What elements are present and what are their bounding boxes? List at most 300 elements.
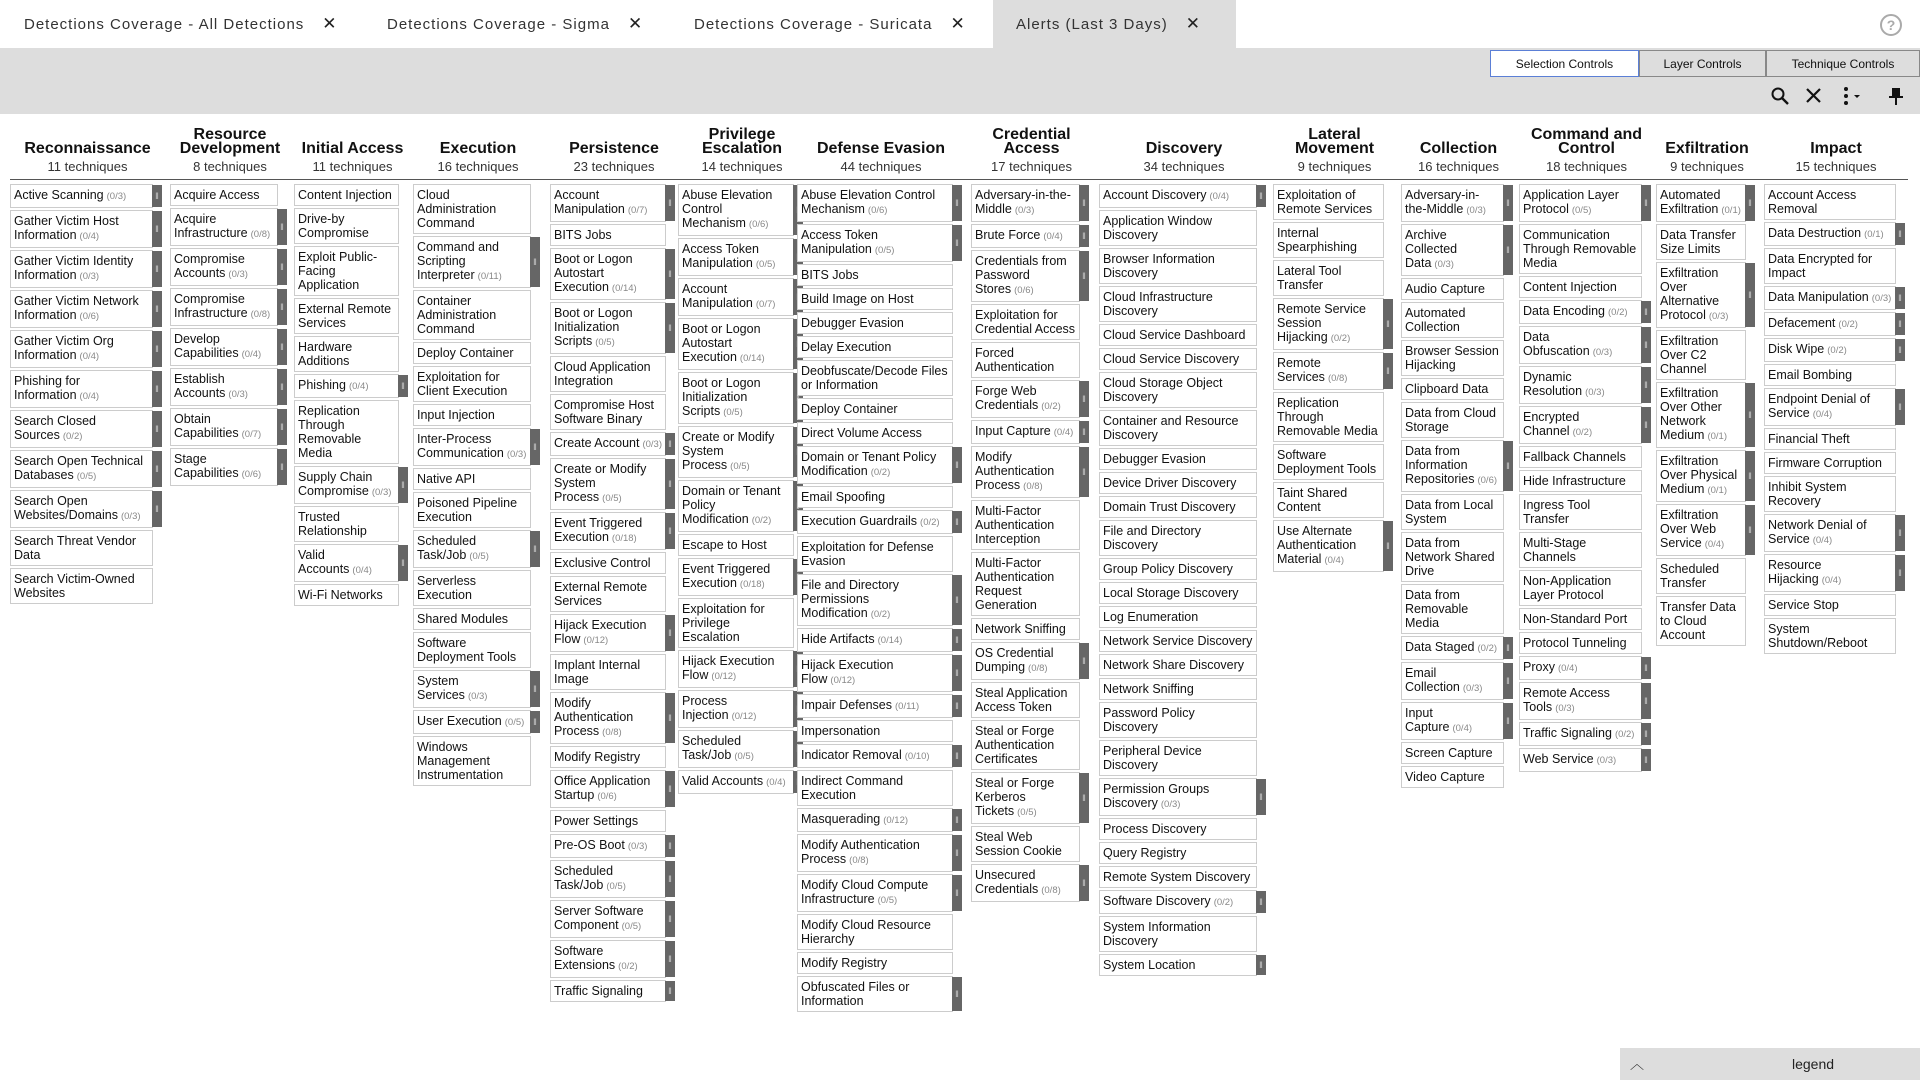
technique-cell[interactable] xyxy=(678,558,794,596)
expand-subtechniques-handle[interactable]: ‖ xyxy=(530,237,540,287)
technique-cell[interactable] xyxy=(1401,402,1504,438)
technique-cell[interactable] xyxy=(797,654,959,692)
technique-cell[interactable] xyxy=(1519,406,1648,444)
technique-cell[interactable] xyxy=(1764,428,1896,450)
expand-subtechniques-handle[interactable]: ‖ xyxy=(1745,383,1755,447)
technique-cell[interactable] xyxy=(971,826,1080,862)
technique-cell[interactable] xyxy=(1401,224,1510,276)
expand-subtechniques-handle[interactable]: ‖ xyxy=(1079,251,1089,301)
technique-cell[interactable] xyxy=(797,628,959,652)
technique-cell[interactable] xyxy=(550,980,672,1002)
technique-cell[interactable] xyxy=(678,426,794,478)
expand-subtechniques-handle[interactable]: ‖ xyxy=(152,491,162,527)
technique-cell[interactable] xyxy=(413,710,537,734)
expand-subtechniques-handle[interactable]: ‖ xyxy=(1641,301,1651,323)
technique-cell[interactable] xyxy=(1401,340,1504,376)
expand-subtechniques-handle[interactable]: ‖ xyxy=(1641,723,1651,745)
technique-cell[interactable] xyxy=(550,576,666,612)
technique-cell[interactable] xyxy=(1519,570,1642,606)
technique-cell[interactable] xyxy=(971,446,1086,498)
technique-cell[interactable] xyxy=(797,744,959,768)
technique-cell[interactable] xyxy=(413,570,531,606)
technique-cell[interactable] xyxy=(294,506,399,542)
technique-cell[interactable] xyxy=(413,736,531,786)
expand-subtechniques-handle[interactable]: ‖ xyxy=(1256,891,1266,913)
selection-controls-tab[interactable]: Selection Controls xyxy=(1490,50,1639,77)
close-icon[interactable]: ✕ xyxy=(950,14,966,33)
expand-subtechniques-handle[interactable]: ‖ xyxy=(1503,225,1513,275)
technique-cell[interactable] xyxy=(1519,682,1648,720)
technique-cell[interactable] xyxy=(1656,558,1746,594)
technique-cell[interactable] xyxy=(1273,184,1384,220)
technique-cell[interactable] xyxy=(797,486,953,508)
expand-subtechniques-handle[interactable]: ‖ xyxy=(1895,223,1905,245)
expand-subtechniques-handle[interactable]: ‖ xyxy=(1641,683,1651,719)
tab-all-detections[interactable] xyxy=(10,0,350,48)
technique-cell[interactable] xyxy=(971,184,1086,222)
technique-cell[interactable] xyxy=(1519,722,1648,746)
technique-cell[interactable] xyxy=(170,208,284,246)
technique-cell[interactable] xyxy=(1764,364,1896,386)
technique-cell[interactable] xyxy=(1273,444,1384,480)
technique-cell[interactable] xyxy=(971,304,1080,340)
technique-cell[interactable] xyxy=(294,544,405,582)
expand-subtechniques-handle[interactable]: ‖ xyxy=(1641,367,1651,403)
tactic-header[interactable] xyxy=(550,120,678,176)
technique-cell[interactable] xyxy=(550,654,666,690)
technique-cell[interactable] xyxy=(971,420,1086,444)
technique-cell[interactable] xyxy=(797,914,953,950)
technique-cell[interactable] xyxy=(971,250,1086,302)
technique-cell[interactable] xyxy=(797,422,953,444)
technique-cell[interactable] xyxy=(10,290,159,328)
technique-cell[interactable] xyxy=(971,500,1080,550)
technique-cell[interactable] xyxy=(971,642,1086,680)
technique-cell[interactable] xyxy=(1401,378,1504,400)
technique-cell[interactable] xyxy=(797,720,953,742)
expand-subtechniques-handle[interactable]: ‖ xyxy=(152,185,162,207)
technique-cell[interactable] xyxy=(550,248,672,300)
technique-cell[interactable] xyxy=(1099,286,1257,322)
expand-subtechniques-handle[interactable]: ‖ xyxy=(1079,185,1089,221)
technique-cell[interactable] xyxy=(413,428,537,466)
technique-cell[interactable] xyxy=(550,746,666,768)
technique-cell[interactable] xyxy=(797,336,953,358)
technique-cell[interactable] xyxy=(1099,740,1257,776)
technique-cell[interactable] xyxy=(550,458,672,510)
expand-subtechniques-handle[interactable]: ‖ xyxy=(1641,657,1651,679)
technique-cell[interactable] xyxy=(678,184,794,236)
deselect-icon[interactable] xyxy=(1800,82,1828,110)
chevron-up-icon[interactable]: ︿ xyxy=(1630,1056,1644,1072)
technique-cell[interactable] xyxy=(10,490,159,528)
technique-cell[interactable] xyxy=(413,404,531,426)
expand-subtechniques-handle[interactable]: ‖ xyxy=(1503,663,1513,699)
technique-cell[interactable] xyxy=(678,372,794,424)
expand-subtechniques-handle[interactable]: ‖ xyxy=(152,411,162,447)
technique-cell[interactable] xyxy=(1519,656,1648,680)
tactic-header[interactable] xyxy=(170,120,290,176)
technique-cell[interactable] xyxy=(550,356,666,392)
technique-cell[interactable] xyxy=(1519,184,1648,222)
expand-subtechniques-handle[interactable]: ‖ xyxy=(1745,185,1755,221)
technique-cell[interactable] xyxy=(1764,312,1902,336)
expand-subtechniques-handle[interactable]: ‖ xyxy=(1503,637,1513,659)
expand-subtechniques-handle[interactable]: ‖ xyxy=(952,809,962,831)
technique-cell[interactable] xyxy=(797,264,953,286)
technique-cell[interactable] xyxy=(1099,348,1257,370)
technique-cell[interactable] xyxy=(678,730,794,768)
technique-cell[interactable] xyxy=(1519,300,1648,324)
technique-cell[interactable] xyxy=(550,512,672,550)
technique-cell[interactable] xyxy=(678,690,794,728)
expand-subtechniques-handle[interactable]: ‖ xyxy=(1895,515,1905,551)
expand-subtechniques-handle[interactable]: ‖ xyxy=(1079,447,1089,497)
tactic-header[interactable] xyxy=(1764,120,1908,176)
expand-subtechniques-handle[interactable]: ‖ xyxy=(952,575,962,625)
technique-cell[interactable] xyxy=(550,860,672,898)
technique-cell[interactable] xyxy=(294,374,405,398)
expand-subtechniques-handle[interactable]: ‖ xyxy=(277,409,287,445)
technique-cell[interactable] xyxy=(550,224,666,246)
tactic-header[interactable] xyxy=(1656,120,1758,176)
technique-cell[interactable] xyxy=(1401,702,1510,740)
expand-subtechniques-handle[interactable]: ‖ xyxy=(1503,441,1513,491)
technique-cell[interactable] xyxy=(1099,210,1257,246)
technique-cell[interactable] xyxy=(1519,224,1642,274)
technique-cell[interactable] xyxy=(170,368,284,406)
technique-cell[interactable] xyxy=(1401,742,1504,764)
technique-cell[interactable] xyxy=(971,864,1086,902)
technique-cell[interactable] xyxy=(1099,606,1257,628)
tactic-header[interactable] xyxy=(413,120,543,176)
technique-cell[interactable] xyxy=(413,342,531,364)
technique-cell[interactable] xyxy=(1656,330,1746,380)
technique-cell[interactable] xyxy=(1099,916,1257,952)
expand-subtechniques-handle[interactable]: ‖ xyxy=(952,447,962,483)
technique-cell[interactable] xyxy=(1656,450,1752,502)
technique-cell[interactable] xyxy=(1401,494,1504,530)
technique-cell[interactable] xyxy=(1099,702,1257,738)
expand-subtechniques-handle[interactable]: ‖ xyxy=(277,249,287,285)
technique-cell[interactable] xyxy=(1099,372,1257,408)
close-icon[interactable]: ✕ xyxy=(322,14,338,33)
expand-subtechniques-handle[interactable]: ‖ xyxy=(952,745,962,767)
expand-subtechniques-handle[interactable]: ‖ xyxy=(952,511,962,533)
help-icon[interactable]: ? xyxy=(1880,14,1902,36)
expand-subtechniques-handle[interactable]: ‖ xyxy=(1641,185,1651,221)
technique-cell[interactable] xyxy=(1401,302,1504,338)
expand-subtechniques-handle[interactable]: ‖ xyxy=(665,771,675,807)
technique-cell[interactable] xyxy=(1519,326,1648,364)
technique-cell[interactable] xyxy=(1519,494,1642,530)
technique-cell[interactable] xyxy=(797,536,953,572)
expand-subtechniques-handle[interactable]: ‖ xyxy=(152,331,162,367)
expand-subtechniques-handle[interactable]: ‖ xyxy=(152,211,162,247)
expand-subtechniques-handle[interactable]: ‖ xyxy=(1079,643,1089,679)
expand-subtechniques-handle[interactable]: ‖ xyxy=(1256,185,1266,207)
technique-cell[interactable] xyxy=(1401,636,1510,660)
technique-cell[interactable] xyxy=(797,834,959,872)
layer-controls-tab[interactable]: Layer Controls xyxy=(1639,50,1766,77)
technique-cell[interactable] xyxy=(678,318,794,370)
technique-cell[interactable] xyxy=(1401,278,1504,300)
technique-cell[interactable] xyxy=(971,720,1080,770)
technique-cell[interactable] xyxy=(797,694,959,718)
expand-subtechniques-handle[interactable]: ‖ xyxy=(952,629,962,651)
technique-cell[interactable] xyxy=(797,808,959,832)
expand-subtechniques-handle[interactable]: ‖ xyxy=(530,429,540,465)
technique-cell[interactable] xyxy=(1099,630,1257,652)
expand-subtechniques-handle[interactable]: ‖ xyxy=(1895,339,1905,361)
technique-cell[interactable] xyxy=(294,466,405,504)
technique-cell[interactable] xyxy=(413,608,531,630)
expand-subtechniques-handle[interactable]: ‖ xyxy=(277,449,287,485)
technique-cell[interactable] xyxy=(170,248,284,286)
technique-cell[interactable] xyxy=(1656,596,1746,646)
technique-cell[interactable] xyxy=(1401,766,1504,788)
technique-cell[interactable] xyxy=(1099,678,1257,700)
expand-subtechniques-handle[interactable]: ‖ xyxy=(952,225,962,261)
technique-cell[interactable] xyxy=(10,250,159,288)
technique-cell[interactable] xyxy=(1099,324,1257,346)
technique-cell[interactable] xyxy=(1099,410,1257,446)
technique-cell[interactable] xyxy=(10,210,159,248)
technique-cell[interactable] xyxy=(413,492,531,528)
technique-cell[interactable] xyxy=(678,238,794,276)
expand-subtechniques-handle[interactable]: ‖ xyxy=(1079,865,1089,901)
technique-cell[interactable] xyxy=(1519,366,1648,404)
technique-controls-tab[interactable]: Technique Controls xyxy=(1766,50,1920,77)
technique-cell[interactable] xyxy=(1764,248,1896,284)
technique-cell[interactable] xyxy=(170,288,284,326)
expand-subtechniques-handle[interactable]: ‖ xyxy=(665,185,675,221)
expand-subtechniques-handle[interactable]: ‖ xyxy=(530,671,540,707)
technique-cell[interactable] xyxy=(170,184,278,206)
technique-cell[interactable] xyxy=(1764,594,1896,616)
technique-cell[interactable] xyxy=(1656,262,1752,328)
technique-cell[interactable] xyxy=(1764,554,1902,592)
tactic-header[interactable] xyxy=(1099,120,1269,176)
technique-cell[interactable] xyxy=(10,568,153,604)
technique-cell[interactable] xyxy=(170,448,284,486)
expand-subtechniques-handle[interactable]: ‖ xyxy=(665,901,675,937)
expand-subtechniques-handle[interactable]: ‖ xyxy=(277,369,287,405)
technique-cell[interactable] xyxy=(1273,352,1390,390)
technique-cell[interactable] xyxy=(550,614,672,652)
technique-cell[interactable] xyxy=(797,446,959,484)
technique-cell[interactable] xyxy=(971,224,1086,248)
expand-subtechniques-handle[interactable]: ‖ xyxy=(1256,779,1266,815)
expand-subtechniques-handle[interactable]: ‖ xyxy=(1895,389,1905,425)
expand-subtechniques-handle[interactable]: ‖ xyxy=(665,861,675,897)
expand-subtechniques-handle[interactable]: ‖ xyxy=(1503,185,1513,221)
tactic-header[interactable] xyxy=(1401,120,1516,176)
technique-cell[interactable] xyxy=(971,618,1080,640)
technique-cell[interactable] xyxy=(294,298,399,334)
technique-cell[interactable] xyxy=(678,770,794,794)
expand-subtechniques-handle[interactable]: ‖ xyxy=(1745,451,1755,501)
technique-cell[interactable] xyxy=(413,236,537,288)
technique-cell[interactable] xyxy=(550,302,672,354)
technique-cell[interactable] xyxy=(413,366,531,402)
technique-cell[interactable] xyxy=(678,534,794,556)
technique-cell[interactable] xyxy=(413,632,531,668)
technique-cell[interactable] xyxy=(1519,748,1648,772)
expand-subtechniques-handle[interactable]: ‖ xyxy=(152,291,162,327)
technique-cell[interactable] xyxy=(1099,558,1257,580)
technique-cell[interactable] xyxy=(413,530,537,568)
technique-cell[interactable] xyxy=(1401,532,1504,582)
technique-cell[interactable] xyxy=(1099,520,1257,556)
technique-cell[interactable] xyxy=(1656,382,1752,448)
tactic-header[interactable] xyxy=(294,120,411,176)
expand-subtechniques-handle[interactable]: ‖ xyxy=(952,977,962,1011)
technique-cell[interactable] xyxy=(797,510,959,534)
technique-cell[interactable] xyxy=(797,312,953,334)
expand-subtechniques-handle[interactable]: ‖ xyxy=(665,693,675,743)
technique-cell[interactable] xyxy=(797,976,959,1012)
technique-cell[interactable] xyxy=(1099,582,1257,604)
technique-cell[interactable] xyxy=(971,682,1080,718)
expand-subtechniques-handle[interactable]: ‖ xyxy=(1895,313,1905,335)
technique-cell[interactable] xyxy=(294,400,399,464)
tactic-header[interactable] xyxy=(10,120,165,176)
technique-cell[interactable] xyxy=(1764,184,1896,220)
expand-subtechniques-handle[interactable]: ‖ xyxy=(277,329,287,365)
expand-subtechniques-handle[interactable]: ‖ xyxy=(665,513,675,549)
technique-cell[interactable] xyxy=(1519,446,1642,468)
expand-subtechniques-handle[interactable]: ‖ xyxy=(1079,381,1089,417)
expand-subtechniques-handle[interactable]: ‖ xyxy=(277,209,287,245)
technique-cell[interactable] xyxy=(1764,514,1902,552)
expand-subtechniques-handle[interactable]: ‖ xyxy=(1641,749,1651,771)
technique-cell[interactable] xyxy=(1764,618,1896,654)
technique-cell[interactable] xyxy=(1099,184,1263,208)
technique-cell[interactable] xyxy=(1273,298,1390,350)
technique-cell[interactable] xyxy=(10,184,159,208)
technique-cell[interactable] xyxy=(170,328,284,366)
technique-cell[interactable] xyxy=(1656,184,1752,222)
expand-subtechniques-handle[interactable]: ‖ xyxy=(1079,421,1089,443)
expand-subtechniques-handle[interactable]: ‖ xyxy=(152,451,162,487)
technique-cell[interactable] xyxy=(413,290,531,340)
technique-cell[interactable] xyxy=(1099,654,1257,676)
technique-cell[interactable] xyxy=(1764,452,1896,474)
technique-cell[interactable] xyxy=(1656,224,1746,260)
technique-cell[interactable] xyxy=(1273,392,1384,442)
technique-cell[interactable] xyxy=(550,940,672,978)
technique-cell[interactable] xyxy=(1099,866,1257,888)
technique-cell[interactable] xyxy=(797,874,959,912)
technique-cell[interactable] xyxy=(413,184,531,234)
technique-cell[interactable] xyxy=(678,598,794,648)
tab-suricata[interactable] xyxy=(680,0,980,48)
expand-subtechniques-handle[interactable]: ‖ xyxy=(952,875,962,911)
technique-cell[interactable] xyxy=(294,184,399,206)
technique-cell[interactable] xyxy=(413,670,537,708)
technique-cell[interactable] xyxy=(550,834,672,858)
technique-cell[interactable] xyxy=(1519,470,1642,492)
more-icon[interactable] xyxy=(1836,82,1864,110)
technique-cell[interactable] xyxy=(550,552,666,574)
technique-cell[interactable] xyxy=(10,410,159,448)
technique-cell[interactable] xyxy=(294,246,399,296)
expand-subtechniques-handle[interactable]: ‖ xyxy=(398,467,408,503)
expand-subtechniques-handle[interactable]: ‖ xyxy=(398,375,408,397)
expand-subtechniques-handle[interactable]: ‖ xyxy=(665,835,675,857)
technique-cell[interactable] xyxy=(1401,184,1510,222)
expand-subtechniques-handle[interactable]: ‖ xyxy=(952,185,962,221)
close-icon[interactable]: ✕ xyxy=(1185,14,1201,33)
expand-subtechniques-handle[interactable]: ‖ xyxy=(665,981,675,1001)
expand-subtechniques-handle[interactable]: ‖ xyxy=(665,459,675,509)
technique-cell[interactable] xyxy=(971,772,1086,824)
technique-cell[interactable] xyxy=(550,432,672,456)
search-icon[interactable] xyxy=(1766,82,1794,110)
expand-subtechniques-handle[interactable]: ‖ xyxy=(665,433,675,455)
expand-subtechniques-handle[interactable]: ‖ xyxy=(665,941,675,977)
technique-cell[interactable] xyxy=(1764,338,1902,362)
technique-cell[interactable] xyxy=(550,184,672,222)
technique-cell[interactable] xyxy=(1099,472,1257,494)
technique-cell[interactable] xyxy=(10,370,159,408)
technique-cell[interactable] xyxy=(550,770,672,808)
expand-subtechniques-handle[interactable]: ‖ xyxy=(152,251,162,287)
expand-subtechniques-handle[interactable]: ‖ xyxy=(665,303,675,353)
technique-cell[interactable] xyxy=(1519,632,1642,654)
technique-cell[interactable] xyxy=(971,342,1080,378)
tactic-header[interactable] xyxy=(797,120,965,176)
tactic-header[interactable] xyxy=(1519,120,1654,176)
technique-cell[interactable] xyxy=(294,336,399,372)
technique-cell[interactable] xyxy=(1273,260,1384,296)
expand-subtechniques-handle[interactable]: ‖ xyxy=(1079,225,1089,247)
expand-subtechniques-handle[interactable]: ‖ xyxy=(952,655,962,691)
technique-cell[interactable] xyxy=(1401,440,1510,492)
expand-subtechniques-handle[interactable]: ‖ xyxy=(530,711,540,733)
technique-cell[interactable] xyxy=(971,552,1080,616)
technique-cell[interactable] xyxy=(1764,476,1896,512)
technique-cell[interactable] xyxy=(1519,276,1642,298)
technique-cell[interactable] xyxy=(1099,818,1257,840)
technique-cell[interactable] xyxy=(1273,222,1384,258)
tactic-header[interactable] xyxy=(678,120,806,176)
expand-subtechniques-handle[interactable]: ‖ xyxy=(1383,521,1393,571)
technique-cell[interactable] xyxy=(797,288,953,310)
technique-cell[interactable] xyxy=(797,184,959,222)
expand-subtechniques-handle[interactable]: ‖ xyxy=(952,835,962,871)
technique-cell[interactable] xyxy=(170,408,284,446)
expand-subtechniques-handle[interactable]: ‖ xyxy=(530,531,540,567)
technique-cell[interactable] xyxy=(1764,286,1902,310)
expand-subtechniques-handle[interactable]: ‖ xyxy=(1745,263,1755,327)
technique-cell[interactable] xyxy=(1656,504,1752,556)
technique-cell[interactable] xyxy=(1519,532,1642,568)
expand-subtechniques-handle[interactable]: ‖ xyxy=(1503,703,1513,739)
technique-cell[interactable] xyxy=(550,810,666,832)
expand-subtechniques-handle[interactable]: ‖ xyxy=(952,695,962,717)
technique-cell[interactable] xyxy=(10,530,153,566)
technique-cell[interactable] xyxy=(797,770,953,806)
technique-cell[interactable] xyxy=(294,584,399,606)
technique-cell[interactable] xyxy=(10,330,159,368)
expand-subtechniques-handle[interactable]: ‖ xyxy=(1383,353,1393,389)
technique-cell[interactable] xyxy=(797,574,959,626)
technique-cell[interactable] xyxy=(797,398,953,420)
technique-cell[interactable] xyxy=(797,952,953,974)
technique-cell[interactable] xyxy=(1099,448,1257,470)
